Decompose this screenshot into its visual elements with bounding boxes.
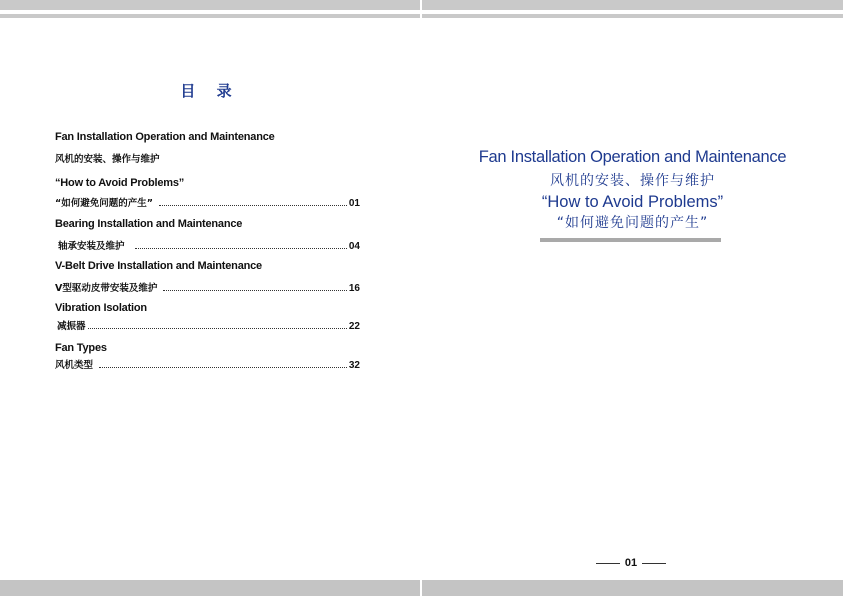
toc-entry-en: Bearing Installation and Maintenance bbox=[55, 218, 243, 230]
toc-entry-fan-types[interactable] bbox=[55, 342, 360, 371]
toc-entry-vibration[interactable] bbox=[55, 302, 360, 332]
toc-entry-en: Vibration Isolation bbox=[55, 302, 147, 314]
toc-entry-en: Fan Types bbox=[55, 342, 107, 354]
toc-entry-fan-installation[interactable] bbox=[55, 131, 360, 165]
leader-dots bbox=[135, 248, 347, 249]
toc-page-number: 32 bbox=[348, 360, 360, 371]
page-number: 01 bbox=[624, 557, 638, 569]
toc-page-number: 16 bbox=[348, 283, 360, 294]
toc-page-number: 22 bbox=[348, 321, 360, 332]
toc-entry-how-to-avoid[interactable] bbox=[55, 177, 360, 209]
toc-entry-en: V-Belt Drive Installation and Maintenance bbox=[55, 260, 262, 272]
page-number-rule-right bbox=[642, 563, 666, 564]
chapter-subtitle-en: “How to Avoid Problems” bbox=[541, 193, 724, 211]
toc-entry-zh: 风机的安装、操作与维护 bbox=[55, 154, 160, 165]
leader-dots bbox=[163, 290, 347, 291]
toc-entry-zh: 轴承安装及维护 bbox=[58, 241, 125, 252]
page-fold-gap bbox=[420, 0, 422, 18]
chapter-title-en: Fan Installation Operation and Maintenance bbox=[478, 148, 787, 166]
toc-entry-zh: “如何避免问题的产生” bbox=[55, 198, 153, 209]
toc-entry-zh: 风机类型 bbox=[55, 360, 94, 371]
toc-entry-zh: V型驱动皮带安装及维护 bbox=[55, 283, 158, 294]
page-number-footer bbox=[596, 557, 666, 569]
chapter-title-zh: 风机的安装、操作与维护 bbox=[550, 173, 715, 189]
toc-entry-zh: 减振器 bbox=[57, 321, 86, 332]
toc-page-number: 04 bbox=[348, 241, 360, 252]
page-number-rule-left bbox=[596, 563, 620, 564]
toc-entry-en: “How to Avoid Problems” bbox=[55, 177, 185, 189]
toc-entry-v-belt[interactable] bbox=[55, 260, 360, 294]
chapter-subtitle-zh: “如何避免问题的产生” bbox=[556, 215, 709, 231]
chapter-underline bbox=[540, 238, 721, 242]
leader-dots bbox=[88, 328, 347, 329]
toc-title: 目 录 bbox=[180, 82, 240, 100]
toc-page-number: 01 bbox=[348, 198, 360, 209]
page-fold-gap-bottom bbox=[420, 580, 422, 596]
toc-entry-bearing[interactable] bbox=[55, 218, 360, 252]
leader-dots bbox=[99, 367, 347, 368]
leader-dots bbox=[159, 205, 347, 206]
toc-entry-en: Fan Installation Operation and Maintenance bbox=[55, 131, 275, 143]
